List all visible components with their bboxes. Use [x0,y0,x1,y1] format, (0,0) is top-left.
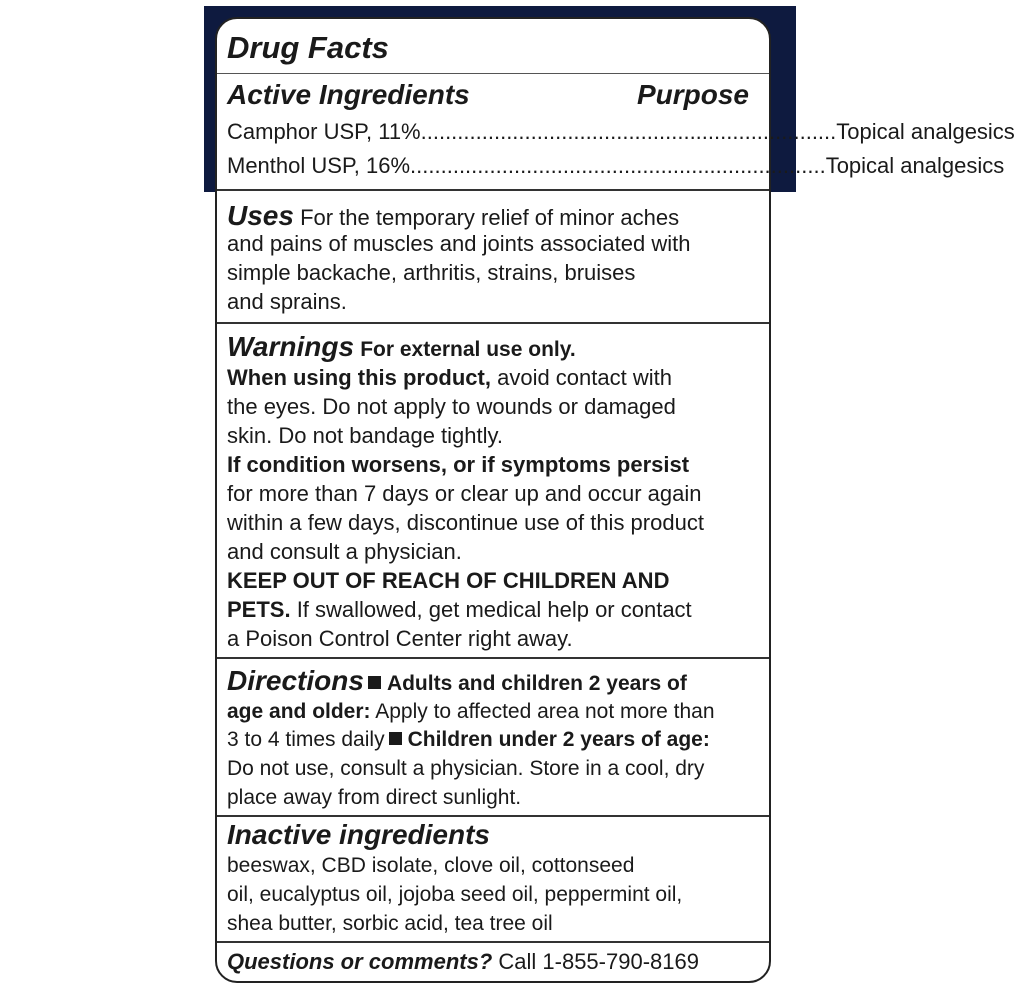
phone-number[interactable]: Call 1-855-790-8169 [492,949,699,974]
directions-line-2 [227,699,759,725]
warnings-line-11: a Poison Control Center right away. [227,626,573,651]
age-older-label: age and older: [227,700,371,723]
active-ingredients-heading [227,79,759,111]
warnings-line-6: for more than 7 days or clear up and occur again [227,481,702,506]
inactive-line-1: beeswax, CBD isolate, clove oil, cottonseed [227,854,635,877]
directions-line-5: place away from direct sunlight. [227,786,522,809]
questions-line [227,947,759,977]
condition-label: If condition worsens, or if symptoms persist [227,452,690,477]
uses-text: For the temporary relief of minor aches [300,205,680,230]
divider [217,73,769,74]
pets-label: PETS. [227,597,291,622]
uses-line-1 [227,201,759,233]
directions-line-4: Do not use, consult a physician. Store in a cool, dry [227,757,705,780]
inactive-line-3: shea butter, sorbic acid, tea tree oil [227,912,553,935]
warnings-line-7: within a few days, discontinue use of this product [227,510,704,535]
keep-out-label: KEEP OUT OF REACH OF CHILDREN AND [227,568,670,593]
uses-line-4: and sprains. [227,289,347,314]
divider [217,815,769,817]
when-using-text: avoid contact with [490,365,672,390]
adults-label: Adults and children 2 years of [386,672,687,695]
divider [217,657,769,659]
leader-dots: .................................................................... [410,153,826,178]
square-bullet-icon [368,676,381,689]
divider [217,189,769,191]
leader-dots: .................................................................... [420,119,837,144]
directions-line-1 [227,665,759,700]
warnings-line-2 [227,365,759,391]
square-bullet-icon [389,732,402,745]
when-using-label: When using this product, [227,365,491,390]
ingredient-name: Camphor USP, 11% [227,119,421,144]
warnings-heading: Warnings [227,331,355,362]
uses-heading: Uses [227,200,294,231]
warnings-line-1 [227,331,759,366]
warnings-line-3: the eyes. Do not apply to wounds or damaged [227,394,676,419]
uses-line-3: simple backache, arthritis, strains, bruises [227,260,636,285]
ingredient-row-menthol [227,153,1005,179]
divider [217,941,769,943]
times-daily-text: 3 to 4 times daily [227,728,385,751]
ingredient-purpose: Topical analgesics [836,119,1015,144]
purpose-heading: Purpose [636,79,749,110]
active-heading-text: Active Ingredients [227,79,470,110]
apply-text: Apply to affected area not more than [370,700,715,723]
warnings-line-4: skin. Do not bandage tightly. [227,423,503,448]
external-use-text: For external use only. [360,338,576,361]
ingredient-purpose: Topical analgesics [825,153,1005,178]
warnings-line-8: and consult a physician. [227,539,462,564]
children-label: Children under 2 years of age: [407,728,710,751]
swallowed-text: If swallowed, get medical help or contact [290,597,692,622]
inactive-heading: Inactive ingredients [227,819,490,850]
uses-line-2: and pains of muscles and joints associated with [227,231,691,256]
questions-label: Questions or comments? [227,949,493,974]
divider [217,322,769,324]
ingredient-name: Menthol USP, 16% [227,153,411,178]
drug-facts-title: Drug Facts [227,30,389,65]
drug-facts-panel [215,17,1015,983]
ingredient-row-camphor [227,119,1015,145]
directions-line-3 [227,727,759,753]
warnings-line-10 [227,597,759,623]
inactive-line-2: oil, eucalyptus oil, jojoba seed oil, peppermint oil, [227,883,683,906]
directions-heading: Directions [227,665,364,696]
